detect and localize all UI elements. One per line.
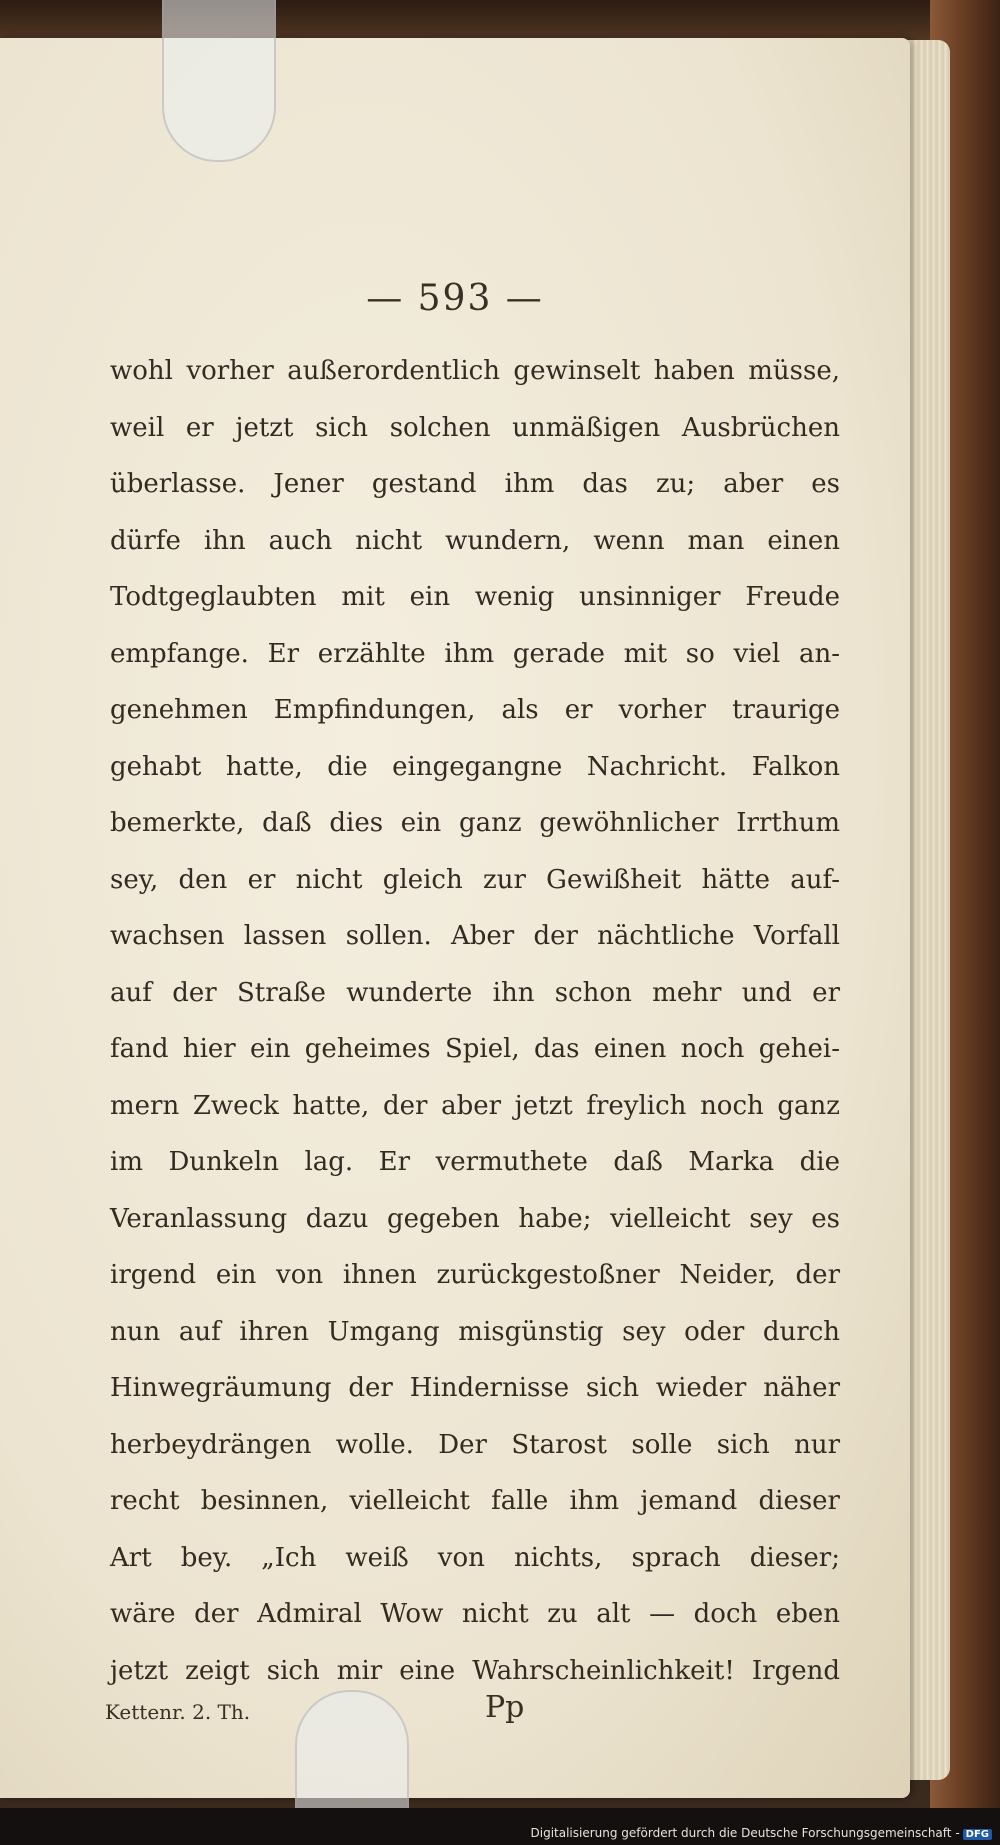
text-line: nun auf ihren Umgang misgünstig sey oder durch <box>110 1316 840 1347</box>
text-line: wäre der Admiral Wow nicht zu alt — doch eben <box>110 1599 840 1629</box>
text-line: Art bey. „Ich weiß von nichts, sprach dieser; <box>110 1542 840 1573</box>
text-line: recht besinnen, vielleicht falle ihm jemand dieser <box>110 1486 840 1516</box>
body-text <box>110 343 840 1699</box>
text-line: empfange. Er erzählte ihm gerade mit so viel an- <box>110 638 840 669</box>
text-line: überlasse. Jener gestand ihm das zu; aber es <box>110 469 840 499</box>
text-line: wohl vorher außerordentlich gewinselt haben müsse, <box>110 356 840 386</box>
text-line: jetzt zeigt sich mir eine Wahrscheinlichkeit! Irgend <box>110 1655 840 1686</box>
text-line: Veranlassung dazu gegeben habe; vielleicht sey es <box>110 1203 840 1234</box>
catchword: Pp <box>485 1690 525 1725</box>
text-line: dürfe ihn auch nicht wundern, wenn man einen <box>110 525 840 556</box>
text-line: sey, den er nicht gleich zur Gewißheit hätte auf- <box>110 864 840 895</box>
text-line: im Dunkeln lag. Er vermuthete daß Marka die <box>110 1147 840 1177</box>
text-line: genehmen Empfindungen, als er vorher traurige <box>110 695 840 725</box>
text-line: irgend ein von ihnen zurückgestoßner Neider, der <box>110 1260 840 1290</box>
book-page <box>0 38 910 1798</box>
text-line: wachsen lassen sollen. Aber der nächtliche Vorfall <box>110 921 840 951</box>
text-line: Hinwegräumung der Hindernisse sich wieder näher <box>110 1373 840 1403</box>
text-line: herbeydrängen wolle. Der Starost solle sich nur <box>110 1429 840 1460</box>
text-line: weil er jetzt sich solchen unmäßigen Ausbrüchen <box>110 412 840 443</box>
text-line: Todtgeglaubten mit ein wenig unsinniger Freude <box>110 582 840 612</box>
text-line: bemerkte, daß dies ein ganz gewöhnlicher Irrthum <box>110 808 840 838</box>
text-line: gehabt hatte, die eingegangne Nachricht. Falkon <box>110 751 840 782</box>
dfg-logo: DFG <box>963 1829 992 1840</box>
credit-text: Digitalisierung gefördert durch die Deutsche Forschungsgemeinschaft - <box>530 1826 960 1840</box>
digitization-credit <box>531 1826 993 1840</box>
page-clip-top <box>162 0 276 162</box>
signature-mark: Kettenr. 2. Th. <box>105 1700 251 1724</box>
text-line: auf der Straße wunderte ihn schon mehr und er <box>110 977 840 1008</box>
text-line: fand hier ein geheimes Spiel, das einen noch gehei- <box>110 1034 840 1064</box>
page-number: — 593 — <box>366 278 544 319</box>
text-line: mern Zweck hatte, der aber jetzt freylich noch ganz <box>110 1090 840 1121</box>
